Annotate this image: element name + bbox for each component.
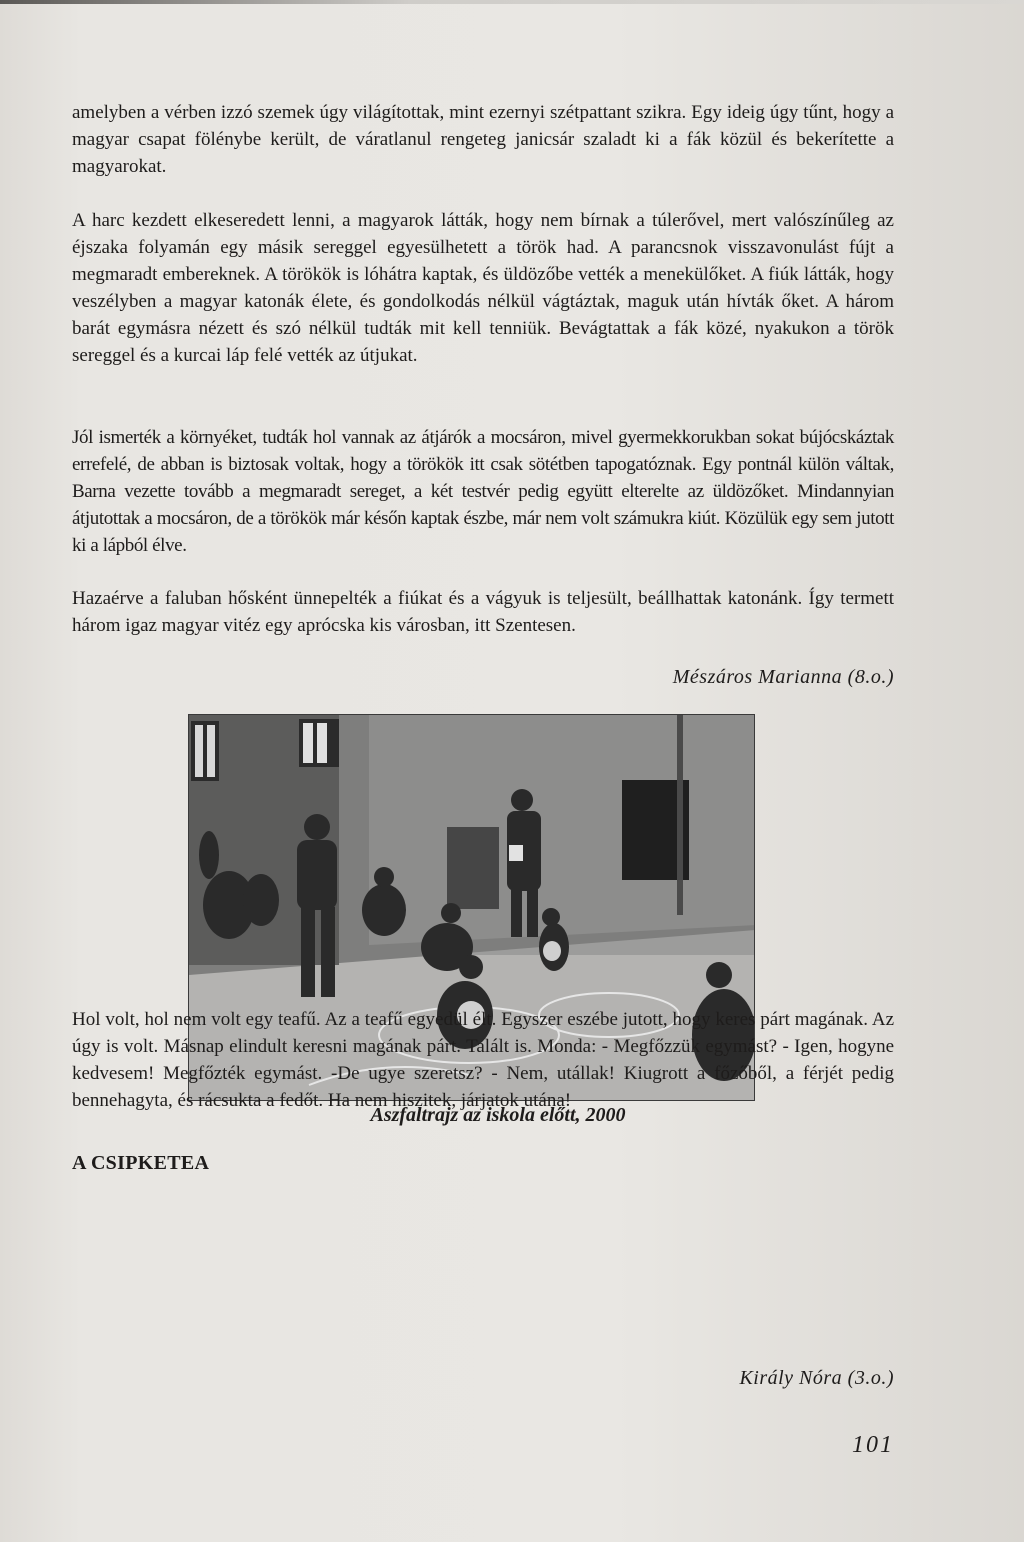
paragraph-2: A harc kezdett elkeseredett lenni, a magyarok látták, hogy nem bírnak a túlerővel, mert valószínűleg az éjszaka folyamán egy másik sereggel egyesülhetett a török had. A parancsnok visszavonulást fújt a megmaradt embereknek. A törökök is lóhátra kaptak, és üldözőbe vették a menekülőket. A fiúk látták, hogy veszélyben a magyar katonák élete, és gondolkodás nélkül vágtáztak, maguk után hívták őket. A három barát egymásra nézett és szó nélkül tudták mit kell tenniük. Bevágtattak a fák közé, nyakukon a török sereggel és a kurcai láp felé vették az útjukat. <box>72 210 894 366</box>
page-number: 101 <box>852 1432 894 1458</box>
story-paragraph: Hol volt, hol nem volt egy teafű. Az a teafű egyedül élt. Egyszer eszébe jutott, hogy keres párt magának. Az úgy is volt. Másnap elindult keresni magának párt. Talált is. Monda: - Megfőzzük egymást? - Igen, hogyne kedvesem! Megfőzték egymást. -De ugye szeretsz? - Nem, utállak! Kiugrott a főzőből, a férjét pedig bennehagyta, és rácsukta a fedőt. Ha nem hiszitek, járjatok utána! <box>72 1009 894 1111</box>
author-signature-1: Mészáros Marianna (8.o.) <box>672 666 894 688</box>
section-title: A CSIPKETEA <box>72 1152 210 1174</box>
photo-caption: Aszfaltrajz az iskola előtt, 2000 <box>370 1104 626 1126</box>
top-edge <box>0 0 1024 4</box>
paragraph-4: Hazaérve a faluban hősként ünnepelték a fiúkat és a vágyuk is teljesült, beállhattak katonánk. Így termett három igaz magyar vitéz egy aprócska kis városban, itt Szentesen. <box>72 588 894 636</box>
paragraph-3: Jól ismerték a környéket, tudták hol vannak az átjárók a mocsáron, mivel gyermekkorukban sokat bújócskáztak errefelé, de abban is biztosak voltak, hogy a törökök itt csak sötétben tapogatóznak. Egy pontnál külön váltak, Barna vezette tovább a megmaradt sereget, a két testvér pedig együtt elterelte az üldözőket. Mindannyian átjutottak a mocsáron, de a törökök már későn kaptak észbe, már nem volt számukra kiút. Közülük egy sem jutott ki a lápból élve. <box>72 427 894 556</box>
author-signature-2: Király Nóra (3.o.) <box>739 1367 894 1389</box>
paragraph-1: amelyben a vérben izzó szemek úgy világítottak, mint ezernyi szétpattant szikra. Egy ideig úgy tűnt, hogy a magyar csapat fölénybe került, de váratlanul rengeteg janicsár szaladt ki a fák közül és bekerítette a magyarokat. <box>72 102 894 177</box>
